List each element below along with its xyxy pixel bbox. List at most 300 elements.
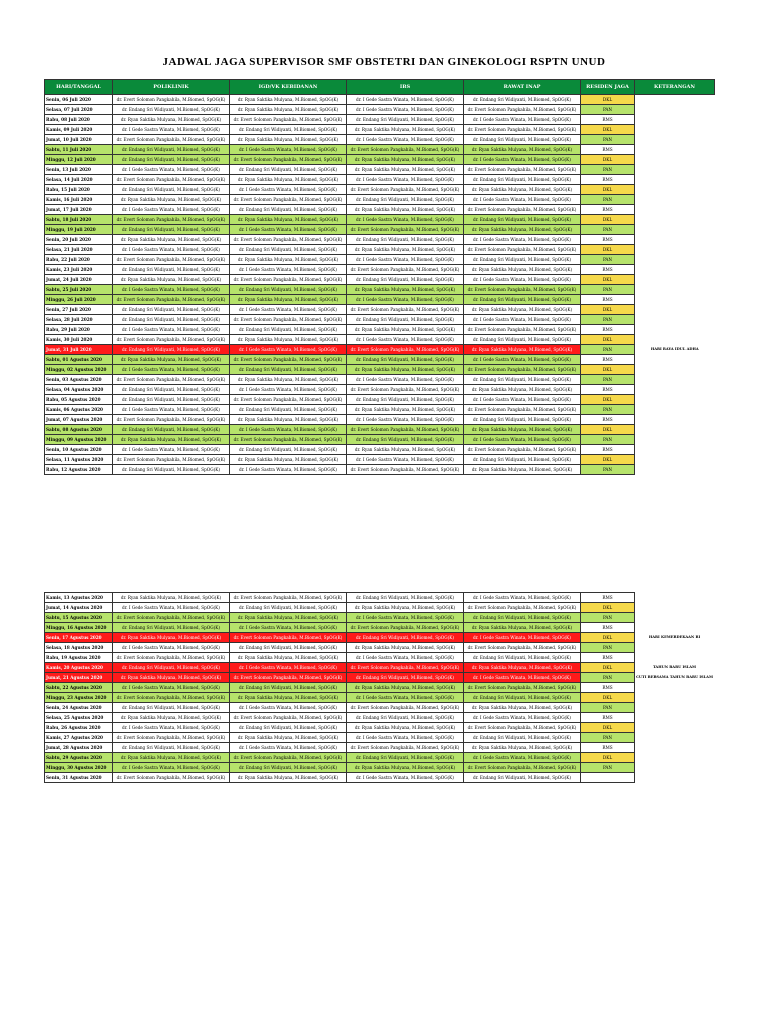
table-row — [45, 345, 715, 355]
date-cell: Minggu, 19 Juli 2020 — [45, 225, 113, 235]
igd-vk-cell: dr. I Gede Sastra Winata, M.Biomed, SpOG(K) — [230, 663, 347, 673]
date-cell: Kamis, 23 Juli 2020 — [45, 265, 113, 275]
date-cell: Senin, 10 Agustus 2020 — [45, 445, 113, 455]
poliklinik-cell: dr. Evert Solomon Pangkahila, M.Biomed, SpOG(K) — [113, 693, 230, 703]
rawat-inap-cell: dr. Evert Solomon Pangkahila, M.Biomed, SpOG(K) — [464, 445, 581, 455]
residen-cell: DKL — [581, 245, 635, 255]
ibs-cell: dr. Endang Sri Widiyanti, M.Biomed, SpOG(K) — [347, 275, 464, 285]
residen-cell: DKL — [581, 425, 635, 435]
keterangan-cell — [635, 265, 715, 275]
rawat-inap-cell: dr. Endang Sri Widiyanti, M.Biomed, SpOG(K) — [464, 693, 581, 703]
rawat-inap-cell: dr. Evert Solomon Pangkahila, M.Biomed, SpOG(K) — [464, 763, 581, 773]
table-row — [45, 245, 715, 255]
rawat-inap-cell: dr. Ryan Saktika Mulyana, M.Biomed, SpOG(K) — [464, 145, 581, 155]
ibs-cell: dr. Endang Sri Widiyanti, M.Biomed, SpOG(K) — [347, 395, 464, 405]
keterangan-cell — [635, 703, 715, 713]
keterangan-cell: TAHUN BARU ISLAM — [652, 665, 697, 669]
keterangan-cell — [635, 365, 715, 375]
residen-cell: DKL — [581, 753, 635, 763]
igd-vk-cell: dr. Endang Sri Widiyanti, M.Biomed, SpOG(K) — [230, 165, 347, 175]
igd-vk-cell: dr. Ryan Saktika Mulyana, M.Biomed, SpOG(K) — [230, 175, 347, 185]
rawat-inap-cell: dr. Endang Sri Widiyanti, M.Biomed, SpOG(K) — [464, 455, 581, 465]
table-row — [45, 375, 715, 385]
poliklinik-cell: dr. Endang Sri Widiyanti, M.Biomed, SpOG(K) — [113, 703, 230, 713]
table-row — [45, 125, 715, 135]
poliklinik-cell: dr. I Gede Sastra Winata, M.Biomed, SpOG(K) — [113, 643, 230, 653]
rawat-inap-cell: dr. I Gede Sastra Winata, M.Biomed, SpOG(K) — [464, 355, 581, 365]
igd-vk-cell: dr. Evert Solomon Pangkahila, M.Biomed, SpOG(K) — [230, 395, 347, 405]
residen-cell: PAN — [581, 763, 635, 773]
igd-vk-cell: dr. Ryan Saktika Mulyana, M.Biomed, SpOG(K) — [230, 375, 347, 385]
residen-cell: PAN — [581, 255, 635, 265]
ibs-cell: dr. Endang Sri Widiyanti, M.Biomed, SpOG(K) — [347, 115, 464, 125]
residen-cell: PAN — [581, 673, 635, 683]
igd-vk-cell: dr. Ryan Saktika Mulyana, M.Biomed, SpOG(K) — [230, 693, 347, 703]
table-row — [45, 633, 715, 643]
keterangan-cell — [635, 375, 715, 385]
ibs-cell: dr. I Gede Sastra Winata, M.Biomed, SpOG(K) — [347, 733, 464, 743]
date-cell: Kamis, 16 Juli 2020 — [45, 195, 113, 205]
ibs-cell: dr. Evert Solomon Pangkahila, M.Biomed, SpOG(K) — [347, 305, 464, 315]
table-row — [45, 155, 715, 165]
date-cell: Kamis, 30 Juli 2020 — [45, 335, 113, 345]
table-row — [45, 683, 715, 693]
poliklinik-cell: dr. Ryan Saktika Mulyana, M.Biomed, SpOG(K) — [113, 713, 230, 723]
residen-cell: PAN — [581, 405, 635, 415]
ibs-cell: dr. I Gede Sastra Winata, M.Biomed, SpOG(K) — [347, 295, 464, 305]
residen-cell: DKL — [581, 455, 635, 465]
ibs-cell: dr. Evert Solomon Pangkahila, M.Biomed, SpOG(K) — [347, 265, 464, 275]
table-row — [45, 235, 715, 245]
schedule-body-1 — [45, 95, 715, 475]
rawat-inap-cell: dr. Evert Solomon Pangkahila, M.Biomed, SpOG(K) — [464, 365, 581, 375]
residen-cell: RMS — [581, 743, 635, 753]
poliklinik-cell: dr. Ryan Saktika Mulyana, M.Biomed, SpOG(K) — [113, 115, 230, 125]
poliklinik-cell: dr. Evert Solomon Pangkahila, M.Biomed, SpOG(K) — [113, 773, 230, 783]
ibs-cell: dr. Ryan Saktika Mulyana, M.Biomed, SpOG(K) — [347, 643, 464, 653]
ibs-cell: dr. Endang Sri Widiyanti, M.Biomed, SpOG(K) — [347, 235, 464, 245]
ibs-cell: dr. Evert Solomon Pangkahila, M.Biomed, SpOG(K) — [347, 663, 464, 673]
ibs-cell: dr. Ryan Saktika Mulyana, M.Biomed, SpOG(K) — [347, 245, 464, 255]
residen-cell: DKL — [581, 185, 635, 195]
date-cell: Sabtu, 08 Agustus 2020 — [45, 425, 113, 435]
poliklinik-cell: dr. I Gede Sastra Winata, M.Biomed, SpOG(K) — [113, 205, 230, 215]
ibs-cell: dr. Ryan Saktika Mulyana, M.Biomed, SpOG(K) — [347, 683, 464, 693]
rawat-inap-cell: dr. I Gede Sastra Winata, M.Biomed, SpOG(K) — [464, 315, 581, 325]
ibs-cell: dr. I Gede Sastra Winata, M.Biomed, SpOG(K) — [347, 455, 464, 465]
residen-cell: PAN — [581, 225, 635, 235]
igd-vk-cell: dr. Evert Solomon Pangkahila, M.Biomed, SpOG(K) — [230, 673, 347, 683]
date-cell: Sabtu, 22 Agustus 2020 — [45, 683, 113, 693]
igd-vk-cell: dr. Ryan Saktika Mulyana, M.Biomed, SpOG(K) — [230, 295, 347, 305]
table-row — [45, 285, 715, 295]
igd-vk-cell: dr. Endang Sri Widiyanti, M.Biomed, SpOG(K) — [230, 205, 347, 215]
keterangan-cell — [635, 175, 715, 185]
schedule-body-2 — [45, 593, 715, 783]
rawat-inap-cell: dr. Endang Sri Widiyanti, M.Biomed, SpOG(K) — [464, 215, 581, 225]
keterangan-cell — [635, 235, 715, 245]
residen-cell: PAN — [581, 195, 635, 205]
table-row — [45, 435, 715, 445]
ibs-cell: dr. I Gede Sastra Winata, M.Biomed, SpOG(K) — [347, 215, 464, 225]
keterangan-cell — [635, 295, 715, 305]
igd-vk-cell: dr. I Gede Sastra Winata, M.Biomed, SpOG(K) — [230, 305, 347, 315]
date-cell: Senin, 27 Juli 2020 — [45, 305, 113, 315]
schedule-table-2 — [44, 592, 715, 783]
keterangan-cell — [635, 205, 715, 215]
table-row — [45, 145, 715, 155]
keterangan-cell — [635, 165, 715, 175]
table-header-row — [45, 80, 715, 95]
table-row — [45, 603, 715, 613]
igd-vk-cell: dr. Ryan Saktika Mulyana, M.Biomed, SpOG(K) — [230, 455, 347, 465]
date-cell: Senin, 31 Agustus 2020 — [45, 773, 113, 783]
keterangan-cell — [635, 603, 715, 613]
poliklinik-cell: dr. I Gede Sastra Winata, M.Biomed, SpOG(K) — [113, 445, 230, 455]
residen-cell: PAN — [581, 105, 635, 115]
table-row — [45, 773, 715, 783]
date-cell: Minggu, 09 Agustus 2020 — [45, 435, 113, 445]
date-cell: Minggu, 16 Agustus 2020 — [45, 623, 113, 633]
rawat-inap-cell: dr. Evert Solomon Pangkahila, M.Biomed, SpOG(K) — [464, 643, 581, 653]
keterangan-cell — [635, 135, 715, 145]
rawat-inap-cell: dr. I Gede Sastra Winata, M.Biomed, SpOG(K) — [464, 115, 581, 125]
keterangan-cell — [635, 325, 715, 335]
residen-cell: PAN — [581, 643, 635, 653]
table-row — [45, 315, 715, 325]
keterangan-cell — [635, 683, 715, 693]
date-cell: Senin, 17 Agustus 2020 — [45, 633, 113, 643]
igd-vk-cell: dr. Evert Solomon Pangkahila, M.Biomed, SpOG(K) — [230, 633, 347, 643]
keterangan-cell — [635, 653, 715, 663]
ibs-cell: dr. I Gede Sastra Winata, M.Biomed, SpOG(K) — [347, 613, 464, 623]
residen-cell: DKL — [581, 335, 635, 345]
ibs-cell: dr. Endang Sri Widiyanti, M.Biomed, SpOG(K) — [347, 593, 464, 603]
table-row — [45, 405, 715, 415]
header-rawat-inap: RAWAT INAP — [464, 80, 581, 95]
keterangan-cell — [635, 593, 715, 603]
poliklinik-cell: dr. Evert Solomon Pangkahila, M.Biomed, SpOG(K) — [113, 295, 230, 305]
keterangan-cell — [635, 395, 715, 405]
date-cell: Kamis, 09 Juli 2020 — [45, 125, 113, 135]
table-row — [45, 623, 715, 633]
igd-vk-cell: dr. Endang Sri Widiyanti, M.Biomed, SpOG(K) — [230, 723, 347, 733]
rawat-inap-cell: dr. Ryan Saktika Mulyana, M.Biomed, SpOG(K) — [464, 345, 581, 355]
table-row — [45, 215, 715, 225]
table-row — [45, 643, 715, 653]
poliklinik-cell: dr. Evert Solomon Pangkahila, M.Biomed, SpOG(K) — [113, 95, 230, 105]
ibs-cell: dr. Ryan Saktika Mulyana, M.Biomed, SpOG(K) — [347, 723, 464, 733]
residen-cell: DKL — [581, 395, 635, 405]
table-row — [45, 195, 715, 205]
rawat-inap-cell: dr. Ryan Saktika Mulyana, M.Biomed, SpOG(K) — [464, 185, 581, 195]
igd-vk-cell: dr. Ryan Saktika Mulyana, M.Biomed, SpOG(K) — [230, 95, 347, 105]
igd-vk-cell: dr. Ryan Saktika Mulyana, M.Biomed, SpOG(K) — [230, 733, 347, 743]
igd-vk-cell: dr. Ryan Saktika Mulyana, M.Biomed, SpOG(K) — [230, 415, 347, 425]
date-cell: Rabu, 05 Agustus 2020 — [45, 395, 113, 405]
date-cell: Selasa, 28 Juli 2020 — [45, 315, 113, 325]
keterangan-cell — [635, 145, 715, 155]
igd-vk-cell: dr. Evert Solomon Pangkahila, M.Biomed, SpOG(K) — [230, 155, 347, 165]
poliklinik-cell: dr. I Gede Sastra Winata, M.Biomed, SpOG(K) — [113, 245, 230, 255]
poliklinik-cell: dr. Evert Solomon Pangkahila, M.Biomed, SpOG(K) — [113, 135, 230, 145]
table-row — [45, 365, 715, 375]
igd-vk-cell: dr. I Gede Sastra Winata, M.Biomed, SpOG(K) — [230, 385, 347, 395]
ibs-cell: dr. Ryan Saktika Mulyana, M.Biomed, SpOG(K) — [347, 405, 464, 415]
date-cell: Selasa, 07 Juli 2020 — [45, 105, 113, 115]
poliklinik-cell: dr. Endang Sri Widiyanti, M.Biomed, SpOG(K) — [113, 623, 230, 633]
table-row — [45, 355, 715, 365]
rawat-inap-cell: dr. I Gede Sastra Winata, M.Biomed, SpOG(K) — [464, 593, 581, 603]
rawat-inap-cell: dr. Evert Solomon Pangkahila, M.Biomed, SpOG(K) — [464, 723, 581, 733]
poliklinik-cell: dr. I Gede Sastra Winata, M.Biomed, SpOG(K) — [113, 405, 230, 415]
residen-cell: DKL — [581, 305, 635, 315]
ibs-cell: dr. Evert Solomon Pangkahila, M.Biomed, SpOG(K) — [347, 623, 464, 633]
header-igd-vk: IGD/VK KEBIDANAN — [230, 80, 347, 95]
table-row — [45, 753, 715, 763]
igd-vk-cell: dr. Ryan Saktika Mulyana, M.Biomed, SpOG(K) — [230, 255, 347, 265]
poliklinik-cell: dr. Ryan Saktika Mulyana, M.Biomed, SpOG(K) — [113, 195, 230, 205]
date-cell: Rabu, 15 Juli 2020 — [45, 185, 113, 195]
table-row — [45, 95, 715, 105]
keterangan-cell — [635, 195, 715, 205]
date-cell: Sabtu, 11 Juli 2020 — [45, 145, 113, 155]
ibs-cell: dr. Ryan Saktika Mulyana, M.Biomed, SpOG(K) — [347, 155, 464, 165]
residen-cell: DKL — [581, 603, 635, 613]
ibs-cell: dr. I Gede Sastra Winata, M.Biomed, SpOG(K) — [347, 255, 464, 265]
date-cell: Rabu, 22 Juli 2020 — [45, 255, 113, 265]
residen-cell: PAN — [581, 465, 635, 475]
ibs-cell: dr. Ryan Saktika Mulyana, M.Biomed, SpOG(K) — [347, 445, 464, 455]
header-keterangan: KETERANGAN — [635, 80, 715, 95]
date-cell: Jumat, 10 Juli 2020 — [45, 135, 113, 145]
keterangan-cell — [635, 693, 715, 703]
residen-cell: RMS — [581, 265, 635, 275]
poliklinik-cell: dr. I Gede Sastra Winata, M.Biomed, SpOG(K) — [113, 165, 230, 175]
rawat-inap-cell: dr. Endang Sri Widiyanti, M.Biomed, SpOG(K) — [464, 375, 581, 385]
date-cell: Selasa, 14 Juli 2020 — [45, 175, 113, 185]
date-cell: Selasa, 11 Agustus 2020 — [45, 455, 113, 465]
date-cell: Jumat, 14 Agustus 2020 — [45, 603, 113, 613]
poliklinik-cell: dr. Evert Solomon Pangkahila, M.Biomed, SpOG(K) — [113, 375, 230, 385]
date-cell: Senin, 13 Juli 2020 — [45, 165, 113, 175]
residen-cell: RMS — [581, 205, 635, 215]
table-row — [45, 185, 715, 195]
residen-cell: PAN — [581, 165, 635, 175]
igd-vk-cell: dr. I Gede Sastra Winata, M.Biomed, SpOG(K) — [230, 225, 347, 235]
poliklinik-cell: dr. I Gede Sastra Winata, M.Biomed, SpOG(K) — [113, 723, 230, 733]
rawat-inap-cell: dr. Evert Solomon Pangkahila, M.Biomed, SpOG(K) — [464, 405, 581, 415]
date-cell: Sabtu, 29 Agustus 2020 — [45, 753, 113, 763]
table-row — [45, 733, 715, 743]
residen-cell: DKL — [581, 633, 635, 643]
poliklinik-cell: dr. Endang Sri Widiyanti, M.Biomed, SpOG(K) — [113, 155, 230, 165]
date-cell: Senin, 06 Juli 2020 — [45, 95, 113, 105]
igd-vk-cell: dr. Endang Sri Widiyanti, M.Biomed, SpOG(K) — [230, 365, 347, 375]
poliklinik-cell: dr. I Gede Sastra Winata, M.Biomed, SpOG(K) — [113, 603, 230, 613]
date-cell: Jumat, 31 Juli 2020 — [45, 345, 113, 355]
residen-cell: DKL — [581, 95, 635, 105]
date-cell: Jumat, 17 Juli 2020 — [45, 205, 113, 215]
ibs-cell: dr. I Gede Sastra Winata, M.Biomed, SpOG(K) — [347, 175, 464, 185]
igd-vk-cell: dr. Evert Solomon Pangkahila, M.Biomed, SpOG(K) — [230, 235, 347, 245]
date-cell: Senin, 20 Juli 2020 — [45, 235, 113, 245]
ibs-cell: dr. I Gede Sastra Winata, M.Biomed, SpOG(K) — [347, 135, 464, 145]
poliklinik-cell: dr. Endang Sri Widiyanti, M.Biomed, SpOG(K) — [113, 395, 230, 405]
igd-vk-cell: dr. Ryan Saktika Mulyana, M.Biomed, SpOG(K) — [230, 135, 347, 145]
keterangan-cell — [635, 425, 715, 435]
rawat-inap-cell: dr. Endang Sri Widiyanti, M.Biomed, SpOG(K) — [464, 135, 581, 145]
table-row — [45, 105, 715, 115]
rawat-inap-cell: dr. Ryan Saktika Mulyana, M.Biomed, SpOG(K) — [464, 663, 581, 673]
residen-cell: RMS — [581, 623, 635, 633]
table-row — [45, 165, 715, 175]
header-poliklinik: POLIKLINIK — [113, 80, 230, 95]
igd-vk-cell: dr. Evert Solomon Pangkahila, M.Biomed, SpOG(K) — [230, 315, 347, 325]
rawat-inap-cell: dr. Ryan Saktika Mulyana, M.Biomed, SpOG(K) — [464, 743, 581, 753]
keterangan-cell — [635, 713, 715, 723]
igd-vk-cell: dr. Endang Sri Widiyanti, M.Biomed, SpOG(K) — [230, 643, 347, 653]
date-cell: Minggu, 26 Juli 2020 — [45, 295, 113, 305]
residen-cell: DKL — [581, 663, 635, 673]
ibs-cell: dr. Evert Solomon Pangkahila, M.Biomed, SpOG(K) — [347, 145, 464, 155]
rawat-inap-cell: dr. Ryan Saktika Mulyana, M.Biomed, SpOG(K) — [464, 225, 581, 235]
rawat-inap-cell: dr. Evert Solomon Pangkahila, M.Biomed, SpOG(K) — [464, 165, 581, 175]
rawat-inap-cell: dr. Evert Solomon Pangkahila, M.Biomed, SpOG(K) — [464, 683, 581, 693]
poliklinik-cell: dr. Endang Sri Widiyanti, M.Biomed, SpOG(K) — [113, 465, 230, 475]
igd-vk-cell: dr. I Gede Sastra Winata, M.Biomed, SpOG(K) — [230, 425, 347, 435]
rawat-inap-cell: dr. Endang Sri Widiyanti, M.Biomed, SpOG(K) — [464, 255, 581, 265]
ibs-cell: dr. Ryan Saktika Mulyana, M.Biomed, SpOG(K) — [347, 285, 464, 295]
table-row — [45, 135, 715, 145]
header-residen-jaga: RESIDEN JAGA — [581, 80, 635, 95]
poliklinik-cell: dr. Endang Sri Widiyanti, M.Biomed, SpOG(K) — [113, 185, 230, 195]
rawat-inap-cell: dr. Ryan Saktika Mulyana, M.Biomed, SpOG(K) — [464, 465, 581, 475]
rawat-inap-cell: dr. Endang Sri Widiyanti, M.Biomed, SpOG(K) — [464, 733, 581, 743]
igd-vk-cell: dr. Endang Sri Widiyanti, M.Biomed, SpOG(K) — [230, 245, 347, 255]
date-cell: Minggu, 02 Agustus 2020 — [45, 365, 113, 375]
residen-cell: RMS — [581, 295, 635, 305]
keterangan-cell — [635, 105, 715, 115]
poliklinik-cell: dr. I Gede Sastra Winata, M.Biomed, SpOG(K) — [113, 325, 230, 335]
keterangan-cell — [635, 285, 715, 295]
ibs-cell: dr. I Gede Sastra Winata, M.Biomed, SpOG(K) — [347, 415, 464, 425]
table-row — [45, 425, 715, 435]
ibs-cell: dr. Evert Solomon Pangkahila, M.Biomed, SpOG(K) — [347, 743, 464, 753]
igd-vk-cell: dr. I Gede Sastra Winata, M.Biomed, SpOG(K) — [230, 185, 347, 195]
rawat-inap-cell: dr. I Gede Sastra Winata, M.Biomed, SpOG(K) — [464, 633, 581, 643]
ibs-cell: dr. Endang Sri Widiyanti, M.Biomed, SpOG(K) — [347, 355, 464, 365]
table-row — [45, 255, 715, 265]
keterangan-cell — [635, 155, 715, 165]
table-row — [45, 225, 715, 235]
igd-vk-cell: dr. Evert Solomon Pangkahila, M.Biomed, SpOG(K) — [230, 713, 347, 723]
residen-cell: RMS — [581, 355, 635, 365]
date-cell: Selasa, 18 Agustus 2020 — [45, 643, 113, 653]
keterangan-cell — [635, 455, 715, 465]
keterangan-cell — [635, 723, 715, 733]
table-row — [45, 455, 715, 465]
rawat-inap-cell: dr. Evert Solomon Pangkahila, M.Biomed, SpOG(K) — [464, 245, 581, 255]
table-row — [45, 723, 715, 733]
keterangan-cell — [635, 275, 715, 285]
page-title: JADWAL JAGA SUPERVISOR SMF OBSTETRI DAN GINEKOLOGI RSPTN UNUD — [162, 56, 606, 68]
table-row — [45, 653, 715, 663]
rawat-inap-cell: dr. Ryan Saktika Mulyana, M.Biomed, SpOG(K) — [464, 703, 581, 713]
igd-vk-cell: dr. Evert Solomon Pangkahila, M.Biomed, SpOG(K) — [230, 435, 347, 445]
keterangan-cell — [635, 465, 715, 475]
igd-vk-cell: dr. Evert Solomon Pangkahila, M.Biomed, SpOG(K) — [230, 195, 347, 205]
rawat-inap-cell: dr. Evert Solomon Pangkahila, M.Biomed, SpOG(K) — [464, 603, 581, 613]
residen-cell: PAN — [581, 703, 635, 713]
keterangan-cell — [635, 405, 715, 415]
date-cell: Kamis, 27 Agustus 2020 — [45, 733, 113, 743]
ibs-cell: dr. I Gede Sastra Winata, M.Biomed, SpOG(K) — [347, 375, 464, 385]
date-cell: Minggu, 30 Agustus 2020 — [45, 763, 113, 773]
residen-cell: RMS — [581, 175, 635, 185]
igd-vk-cell: dr. Ryan Saktika Mulyana, M.Biomed, SpOG(K) — [230, 215, 347, 225]
keterangan-cell — [635, 773, 715, 783]
residen-cell: PAN — [581, 315, 635, 325]
date-cell: Rabu, 29 Juli 2020 — [45, 325, 113, 335]
table-row — [45, 593, 715, 603]
ibs-cell: dr. I Gede Sastra Winata, M.Biomed, SpOG(K) — [347, 773, 464, 783]
date-cell: Selasa, 04 Agustus 2020 — [45, 385, 113, 395]
residen-cell: PAN — [581, 435, 635, 445]
igd-vk-cell: dr. Evert Solomon Pangkahila, M.Biomed, SpOG(K) — [230, 115, 347, 125]
table-row — [45, 175, 715, 185]
table-row — [45, 613, 715, 623]
rawat-inap-cell: dr. Endang Sri Widiyanti, M.Biomed, SpOG(K) — [464, 175, 581, 185]
table-row — [45, 115, 715, 125]
date-cell: Sabtu, 15 Agustus 2020 — [45, 613, 113, 623]
ibs-cell: dr. Evert Solomon Pangkahila, M.Biomed, SpOG(K) — [347, 345, 464, 355]
date-cell: Sabtu, 01 Agustus 2020 — [45, 355, 113, 365]
date-cell: Selasa, 25 Agustus 2020 — [45, 713, 113, 723]
poliklinik-cell: dr. Evert Solomon Pangkahila, M.Biomed, SpOG(K) — [113, 455, 230, 465]
igd-vk-cell: dr. Evert Solomon Pangkahila, M.Biomed, SpOG(K) — [230, 275, 347, 285]
keterangan-cell — [635, 613, 715, 623]
ibs-cell: dr. Ryan Saktika Mulyana, M.Biomed, SpOG(K) — [347, 763, 464, 773]
table-row — [45, 763, 715, 773]
date-cell: Rabu, 08 Juli 2020 — [45, 115, 113, 125]
rawat-inap-cell: dr. I Gede Sastra Winata, M.Biomed, SpOG(K) — [464, 235, 581, 245]
keterangan-cell — [635, 415, 715, 425]
rawat-inap-cell: dr. I Gede Sastra Winata, M.Biomed, SpOG(K) — [464, 673, 581, 683]
keterangan-cell — [635, 445, 715, 455]
residen-cell: PAN — [581, 375, 635, 385]
residen-cell: RMS — [581, 235, 635, 245]
poliklinik-cell: dr. Endang Sri Widiyanti, M.Biomed, SpOG(K) — [113, 743, 230, 753]
ibs-cell: dr. Evert Solomon Pangkahila, M.Biomed, SpOG(K) — [347, 385, 464, 395]
igd-vk-cell: dr. Endang Sri Widiyanti, M.Biomed, SpOG(K) — [230, 285, 347, 295]
date-cell: Kamis, 20 Agustus 2020 — [45, 663, 113, 673]
keterangan-cell — [635, 623, 715, 633]
ibs-cell: dr. Ryan Saktika Mulyana, M.Biomed, SpOG(K) — [347, 205, 464, 215]
table-row — [45, 335, 715, 345]
rawat-inap-cell: dr. I Gede Sastra Winata, M.Biomed, SpOG(K) — [464, 753, 581, 763]
table-row — [45, 465, 715, 475]
ibs-cell: dr. Endang Sri Widiyanti, M.Biomed, SpOG(K) — [347, 753, 464, 763]
poliklinik-cell: dr. Ryan Saktika Mulyana, M.Biomed, SpOG(K) — [113, 753, 230, 763]
rawat-inap-cell: dr. Ryan Saktika Mulyana, M.Biomed, SpOG(K) — [464, 623, 581, 633]
keterangan-cell — [635, 763, 715, 773]
igd-vk-cell: dr. Ryan Saktika Mulyana, M.Biomed, SpOG(K) — [230, 613, 347, 623]
schedule-table-1 — [44, 79, 715, 475]
ibs-cell: dr. Evert Solomon Pangkahila, M.Biomed, SpOG(K) — [347, 703, 464, 713]
ibs-cell: dr. Endang Sri Widiyanti, M.Biomed, SpOG(K) — [347, 673, 464, 683]
ibs-cell: dr. Endang Sri Widiyanti, M.Biomed, SpOG(K) — [347, 435, 464, 445]
